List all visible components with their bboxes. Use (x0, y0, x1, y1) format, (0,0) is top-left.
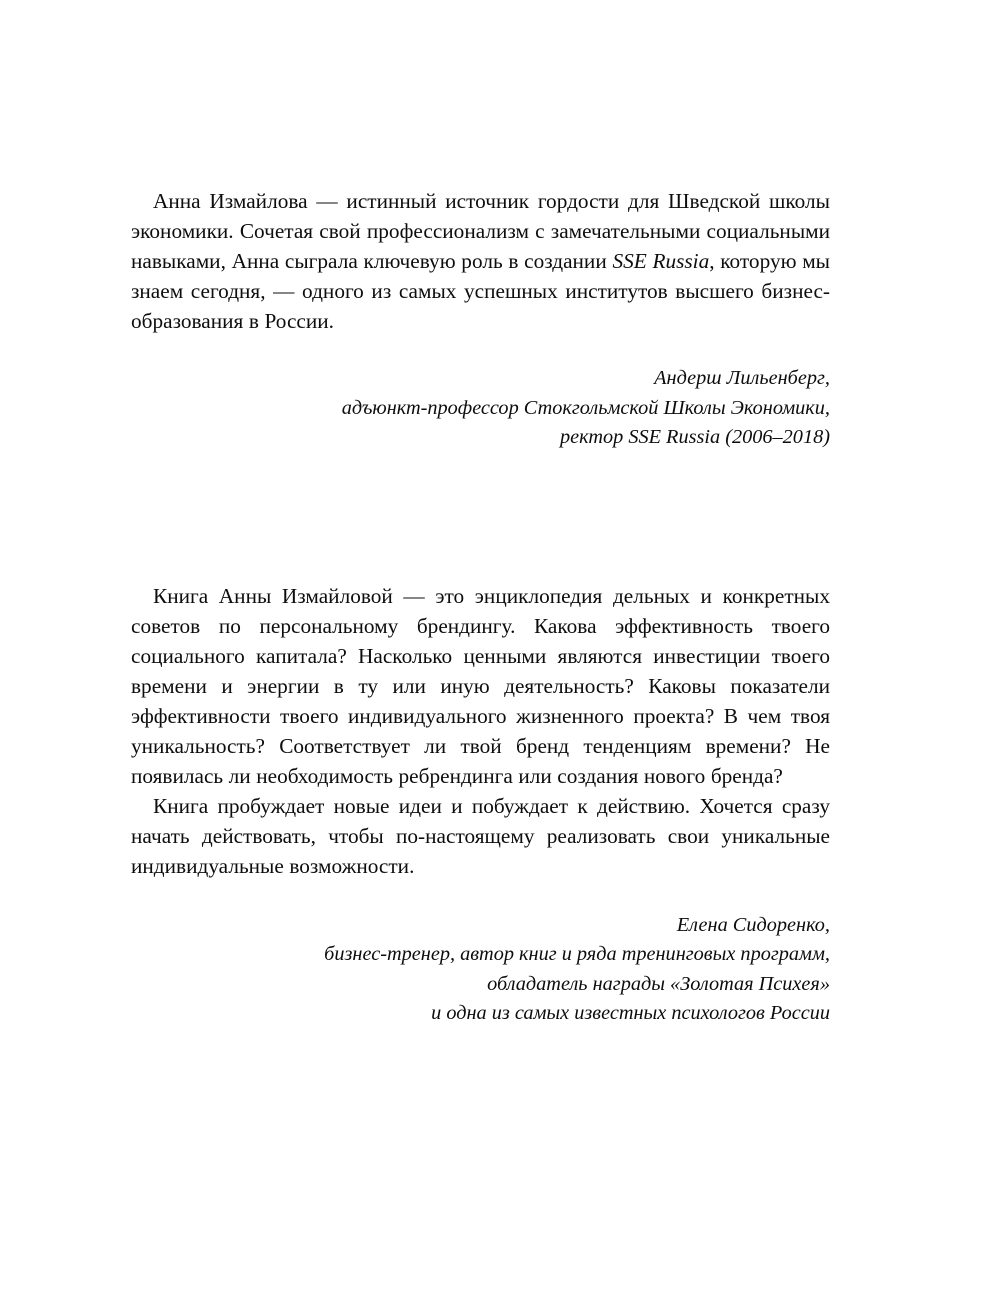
endorsement-attribution (131, 911, 830, 1029)
endorsement-liljenberg (131, 186, 830, 453)
endorsement-paragraph: Анна Измайлова — истинный источник гордости для Шведской школы экономики. Сочетая свой профессионализм с замечательными социальными навыками, Анна сыграла ключевую роль в создании SSE Russia, которую мы знаем сегодня, — одного из самых успешных институтов высшего бизнес-образования в России. (131, 189, 830, 333)
attribution-line: ректор SSE Russia (2006–2018) (559, 426, 830, 448)
attribution-line: и одна из самых известных психологов России (431, 1002, 830, 1024)
attribution-line: бизнес-тренер, автор книг и ряда тренинговых программ, (324, 943, 830, 965)
endorsement-paragraph: Книга пробуждает новые идеи и побуждает к действию. Хочется сразу начать действовать, чтобы по-настоящему реализовать свои уникальные индивидуальные возможности. (131, 793, 830, 878)
endorsement-paragraph: Книга Анны Измайловой — это энциклопедия дельных и конкретных советов по персональному брендингу. Какова эффективность твоего социального капитала? Насколько ценными являются инвестиции твоего времени и энергии в ту или иную деятельность? Каковы показатели эффективности твоего индивидуального жизненного проекта? В чем твоя уникальность? Соответствует ли твой бренд тенденциям времени? Не появилась ли необходимость ребрендинга или создания нового бренда? (131, 583, 830, 788)
endorsement-attribution (131, 364, 830, 453)
attribution-line: Андерш Лильенберг, (654, 367, 830, 389)
attribution-line: обладатель награды «Золотая Психея» (487, 972, 830, 995)
endorsement-sidorenko (131, 581, 830, 1029)
italic-run: SSE Russia (612, 249, 710, 273)
section-spacer (131, 453, 830, 581)
text-column (131, 186, 830, 1029)
attribution-line: Елена Сидоренко, (676, 913, 830, 936)
spacer (131, 881, 830, 911)
spacer (131, 336, 830, 364)
attribution-line: адъюнкт-профессор Стокгольмской Школы Экономики, (341, 396, 830, 419)
